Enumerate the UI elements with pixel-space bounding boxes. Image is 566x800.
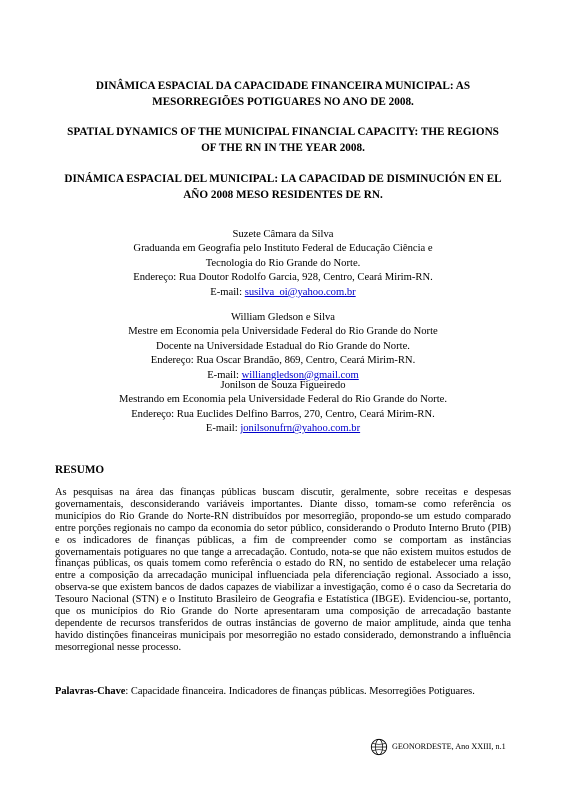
author-email-link[interactable]: jonilsonufrn@yahoo.com.br [240, 423, 361, 435]
title-english [55, 124, 511, 156]
author-email-line [60, 422, 506, 436]
email-label: E-mail: [205, 423, 241, 435]
author-affiliation-line: Graduanda em Geografia pelo Instituto Federal de Educação Ciência e [133, 243, 433, 255]
keywords-label: Palavras-Chave [55, 686, 126, 697]
title-english-line-1: SPATIAL DYNAMICS OF THE MUNICIPAL FINANCIAL CAPACITY: THE REGIONS [67, 126, 499, 138]
author-block [60, 311, 506, 383]
author-block [60, 379, 506, 437]
title-portuguese-line-2: MESORREGIÕES POTIGUARES NO ANO DE 2008. [152, 96, 414, 108]
author-affiliation-line: Mestrando em Economia pela Universidade Federal do Rio Grande do Norte. [118, 394, 447, 406]
author-affiliation-line: Tecnologia do Rio Grande do Norte. [205, 257, 361, 269]
title-portuguese-line-1: DINÂMICA ESPACIAL DA CAPACIDADE FINANCEIRA MUNICIPAL: AS [95, 80, 471, 92]
email-label: E-mail: [210, 286, 245, 298]
title-portuguese [55, 78, 511, 110]
title-spanish [55, 171, 511, 203]
author-email-link[interactable]: williangledson@gmail.com [241, 369, 359, 381]
author-email-link[interactable]: susilva_oi@yahoo.com.br [244, 286, 356, 298]
author-address: Endereço: Rua Euclides Delfino Barros, 270, Centro, Ceará Mirim-RN. [131, 408, 435, 420]
author-email-line [60, 286, 506, 300]
author-name: William Gledson e Silva [230, 312, 336, 323]
title-spanish-line-1: DINÁMICA ESPACIAL DEL MUNICIPAL: LA CAPACIDAD DE DISMINUCIÓN EN EL [64, 173, 502, 185]
keywords-text: : Capacidade financeira. Indicadores de finanças públicas. Mesorregiões Potiguares. [125, 686, 475, 697]
title-english-line-2: OF THE RN IN THE YEAR 2008. [201, 142, 365, 154]
author-address: Endereço: Rua Doutor Rodolfo Garcia, 928, Centro, Ceará Mirim-RN. [133, 272, 433, 284]
keywords-line [55, 686, 511, 698]
abstract-heading: RESUMO [55, 464, 105, 476]
author-affiliation-line: Docente na Universidade Estadual do Rio Grande do Norte. [156, 340, 410, 352]
title-spanish-line-2: AÑO 2008 MESO RESIDENTES DE RN. [183, 189, 383, 201]
author-address: Endereço: Rua Oscar Brandão, 869, Centro, Ceará Mirim-RN. [150, 355, 416, 367]
abstract-text: As pesquisas na área das finanças públicas buscam discutir, geralmente, sobre receitas e despesas governamentais, desconsiderando variáveis importantes. Diante disso, tomam-se como referência os municípios do Rio Grande do Norte-RN distribuídos por mesorregião, propondo-se um estudo comparado entre porções regionais no campo da economia do setor público, considerando o Produto Interno Bruto (PIB) e os indicadores de finanças públicas, a fim de compreender como se comportam as instâncias governamentais potiguares no que tange a arrecadação. Contudo, nota-se que não existem muitos estudos de finanças públicas, os quais tomem como referência o estado do RN, no sentido de estabelecer uma relação entre a composição da arrecadação municipal influenciada pela diferenciação regional. Associado a isso, observa-se que existem bancos de dados capazes de viabilizar a investigação, como é o caso da Secretaria do Tesouro Nacional (STN) e o Instituto Brasileiro de Geografia e Estatística (IBGE). Evidenciou-se, portanto, que os municípios do Rio Grande do Norte apresentaram uma composição de arrecadação bastante dependente de recursos transferidos de outras instâncias de governo de maior amplitude, ainda que tenha havido distinções financeiras municipais por mesorregião no estado considerado, demonstrando a influência mesorregional nesse processo. [55, 487, 511, 653]
author-name: Jonilson de Souza Figueiredo [220, 380, 346, 391]
footer [370, 738, 516, 758]
footer-journal-text: GEONORDESTE, Ano XXIII, n.1 [392, 742, 506, 751]
globe-logo-icon [370, 738, 388, 756]
author-block [60, 228, 506, 300]
email-label: E-mail: [207, 369, 242, 381]
author-name: Suzete Câmara da Silva [232, 229, 334, 240]
author-affiliation-line: Mestre em Economia pela Universidade Federal do Rio Grande do Norte [128, 326, 438, 338]
